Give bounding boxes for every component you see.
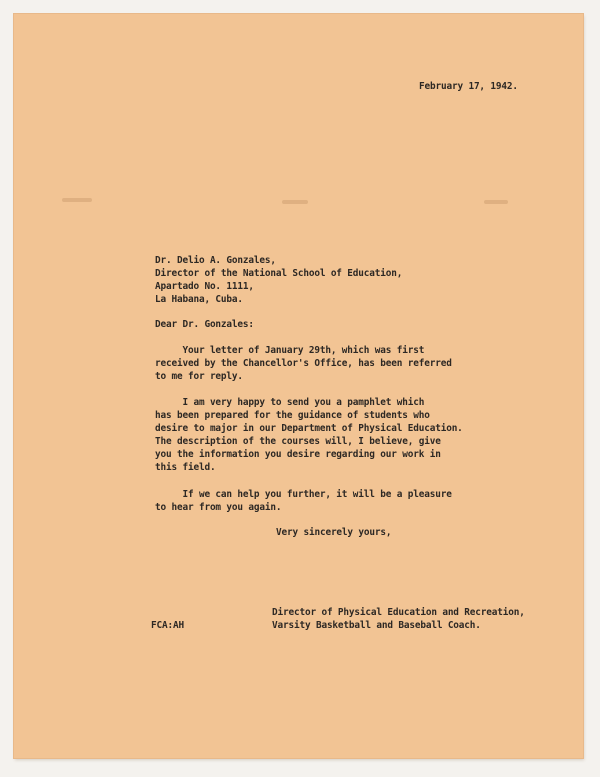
signature-title-line: Director of Physical Education and Recreation, xyxy=(272,607,525,618)
recipient-line: La Habana, Cuba. xyxy=(155,294,243,305)
paper-mark xyxy=(62,198,92,202)
body-line: Your letter of January 29th, which was first xyxy=(155,345,425,356)
body-line: you the information you desire regarding our work in xyxy=(155,449,441,460)
recipient-line: Dr. Delio A. Gonzales, xyxy=(155,255,276,266)
body-line: to me for reply. xyxy=(155,371,243,382)
paper-mark xyxy=(282,200,308,204)
letter-date: February 17, 1942. xyxy=(419,81,518,92)
body-line: I am very happy to send you a pamphlet which xyxy=(155,397,425,408)
body-line: this field. xyxy=(155,462,216,473)
body-line: If we can help you further, it will be a pleasure xyxy=(155,489,452,500)
salutation: Dear Dr. Gonzales: xyxy=(155,319,254,330)
body-line: desire to major in our Department of Physical Education. xyxy=(155,423,463,434)
paper-mark xyxy=(484,200,508,204)
signature-title-line: Varsity Basketball and Baseball Coach. xyxy=(272,620,481,631)
body-line: has been prepared for the guidance of students who xyxy=(155,410,430,421)
body-line: The description of the courses will, I believe, give xyxy=(155,436,441,447)
typist-initials: FCA:AH xyxy=(151,620,184,631)
recipient-line: Apartado No. 1111, xyxy=(155,281,254,292)
body-line: to hear from you again. xyxy=(155,502,282,513)
body-line: received by the Chancellor's Office, has been referred xyxy=(155,358,452,369)
letter-page xyxy=(14,14,583,758)
closing: Very sincerely yours, xyxy=(276,527,392,538)
recipient-line: Director of the National School of Education, xyxy=(155,268,403,279)
